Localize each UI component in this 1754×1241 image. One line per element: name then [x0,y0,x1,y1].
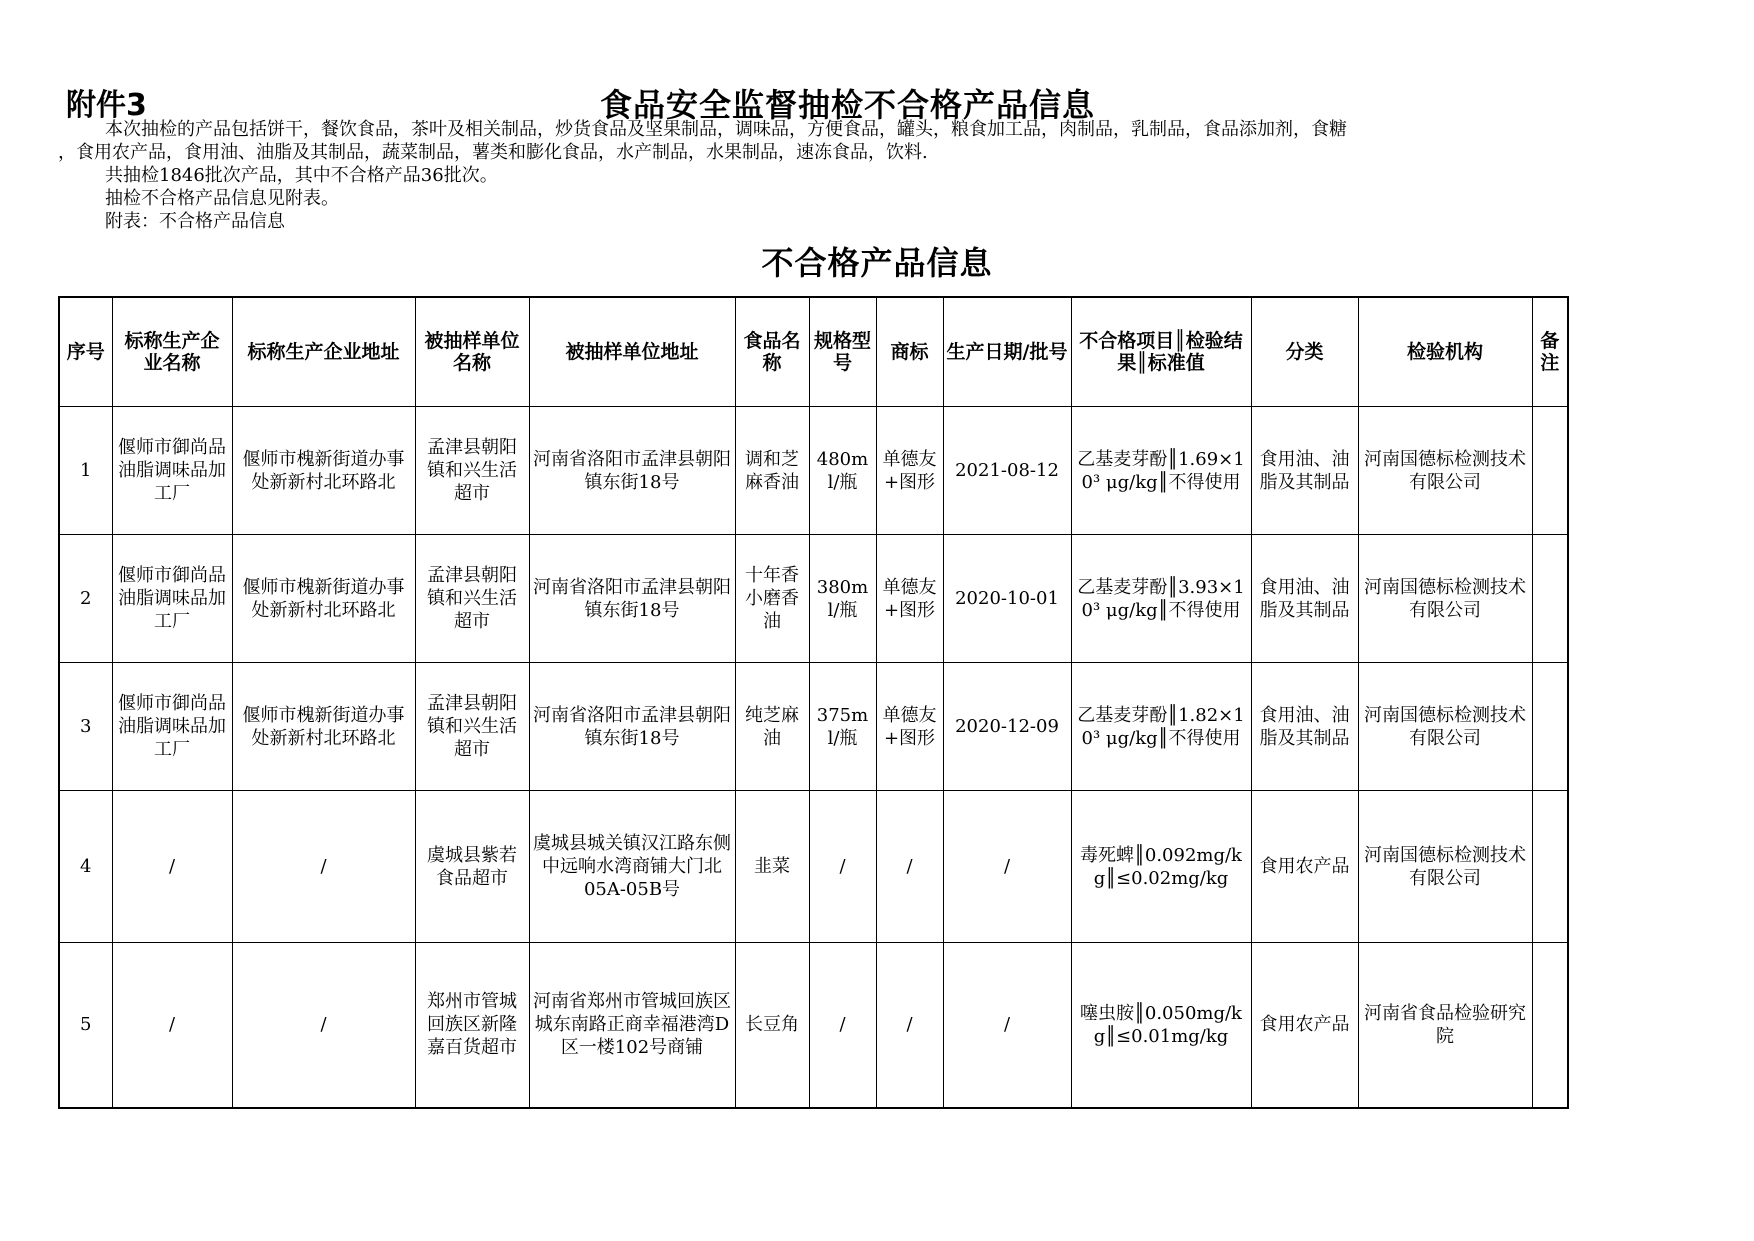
trademark: / [876,943,943,1108]
table-row [59,791,1568,943]
header-cell: 检验机构 [1358,297,1532,407]
table-container [58,296,1569,1109]
test-result: 乙基麦芽酚║3.93×10³ μg/kg║不得使用 [1071,535,1251,663]
food-name: 韭菜 [735,791,809,943]
food-name: 纯芝麻油 [735,663,809,791]
specification: / [809,943,876,1108]
table-row [59,663,1568,791]
production-date: 2020-12-09 [943,663,1071,791]
header-cell: 被抽样单位地址 [529,297,735,407]
remarks [1532,943,1568,1108]
nonconforming-products-table [58,296,1569,1109]
specification: / [809,791,876,943]
producer-address: / [232,791,415,943]
trademark: / [876,791,943,943]
remarks [1532,535,1568,663]
food-name: 调和芝麻香油 [735,407,809,535]
page-title: 食品安全监督抽检不合格产品信息 [600,86,1096,124]
food-name: 长豆角 [735,943,809,1108]
sampled-unit-address: 河南省洛阳市孟津县朝阳镇东街18号 [529,407,735,535]
attachment-label: 附件3 [66,88,147,123]
header-cell: 食品名称 [735,297,809,407]
producer-name: 偃师市御尚品油脂调味品加工厂 [112,407,232,535]
intro-line-1b: ，食用农产品，食用油、油脂及其制品，蔬菜制品，薯类和膨化食品，水产制品，水果制品，速冻食品，饮料. [58,142,928,163]
table-row [59,943,1568,1108]
table-header-row [59,297,1568,407]
category: 食用农产品 [1251,943,1358,1108]
producer-name: 偃师市御尚品油脂调味品加工厂 [112,663,232,791]
test-result: 毒死蜱║0.092mg/kg║≤0.02mg/kg [1071,791,1251,943]
sampled-unit-name: 孟津县朝阳镇和兴生活超市 [415,663,529,791]
header-cell: 标称生产企业名称 [112,297,232,407]
production-date: 2021-08-12 [943,407,1071,535]
producer-name: / [112,943,232,1108]
intro-line-3: 抽检不合格产品信息见附表。 [105,188,339,209]
intro-line-1a: 本次抽检的产品包括饼干，餐饮食品，茶叶及相关制品，炒货食品及坚果制品，调味品，方便食品，罐头，粮食加工品，肉制品，乳制品，食品添加剂，食糖 [105,119,1347,140]
intro-text [58,118,1578,233]
inspection-agency: 河南国德标检测技术有限公司 [1358,663,1532,791]
intro-line-4: 附表：不合格产品信息 [105,211,285,232]
header-cell: 商标 [876,297,943,407]
production-date: 2020-10-01 [943,535,1071,663]
table-row [59,535,1568,663]
producer-address: 偃师市槐新街道办事处新新村北环路北 [232,535,415,663]
production-date: / [943,943,1071,1108]
header-cell: 被抽样单位名称 [415,297,529,407]
sampled-unit-address: 河南省洛阳市孟津县朝阳镇东街18号 [529,663,735,791]
remarks [1532,407,1568,535]
producer-name: / [112,791,232,943]
table-row [59,407,1568,535]
trademark: 单德友+图形 [876,663,943,791]
row-number: 1 [59,407,112,535]
category: 食用油、油脂及其制品 [1251,663,1358,791]
sampled-unit-name: 虞城县紫若食品超市 [415,791,529,943]
header-cell: 备注 [1532,297,1568,407]
production-date: / [943,791,1071,943]
inspection-agency: 河南国德标检测技术有限公司 [1358,791,1532,943]
header-cell: 规格型号 [809,297,876,407]
header-cell: 分类 [1251,297,1358,407]
intro-line-2: 共抽检1846批次产品，其中不合格产品36批次。 [105,165,498,186]
specification: 480ml/瓶 [809,407,876,535]
inspection-agency: 河南国德标检测技术有限公司 [1358,407,1532,535]
test-result: 噻虫胺║0.050mg/kg║≤0.01mg/kg [1071,943,1251,1108]
producer-name: 偃师市御尚品油脂调味品加工厂 [112,535,232,663]
remarks [1532,791,1568,943]
producer-address: / [232,943,415,1108]
sampled-unit-name: 郑州市管城回族区新隆嘉百货超市 [415,943,529,1108]
specification: 375ml/瓶 [809,663,876,791]
food-name: 十年香小磨香油 [735,535,809,663]
trademark: 单德友+图形 [876,535,943,663]
test-result: 乙基麦芽酚║1.82×10³ μg/kg║不得使用 [1071,663,1251,791]
trademark: 单德友+图形 [876,407,943,535]
header-cell: 生产日期/批号 [943,297,1071,407]
category: 食用油、油脂及其制品 [1251,535,1358,663]
category: 食用农产品 [1251,791,1358,943]
header-cell: 序号 [59,297,112,407]
sampled-unit-name: 孟津县朝阳镇和兴生活超市 [415,535,529,663]
row-number: 5 [59,943,112,1108]
test-result: 乙基麦芽酚║1.69×10³ μg/kg║不得使用 [1071,407,1251,535]
producer-address: 偃师市槐新街道办事处新新村北环路北 [232,663,415,791]
remarks [1532,663,1568,791]
inspection-agency: 河南省食品检验研究院 [1358,943,1532,1108]
sampled-unit-address: 河南省洛阳市孟津县朝阳镇东街18号 [529,535,735,663]
header-cell: 不合格项目║检验结果║标准值 [1071,297,1251,407]
row-number: 4 [59,791,112,943]
sampled-unit-address: 河南省郑州市管城回族区城东南路正商幸福港湾D区一楼102号商铺 [529,943,735,1108]
producer-address: 偃师市槐新街道办事处新新村北环路北 [232,407,415,535]
header-cell: 标称生产企业地址 [232,297,415,407]
row-number: 2 [59,535,112,663]
table-title: 不合格产品信息 [761,244,993,282]
specification: 380ml/瓶 [809,535,876,663]
sampled-unit-name: 孟津县朝阳镇和兴生活超市 [415,407,529,535]
sampled-unit-address: 虞城县城关镇汉江路东侧中远响水湾商铺大门北05A-05B号 [529,791,735,943]
row-number: 3 [59,663,112,791]
category: 食用油、油脂及其制品 [1251,407,1358,535]
inspection-agency: 河南国德标检测技术有限公司 [1358,535,1532,663]
